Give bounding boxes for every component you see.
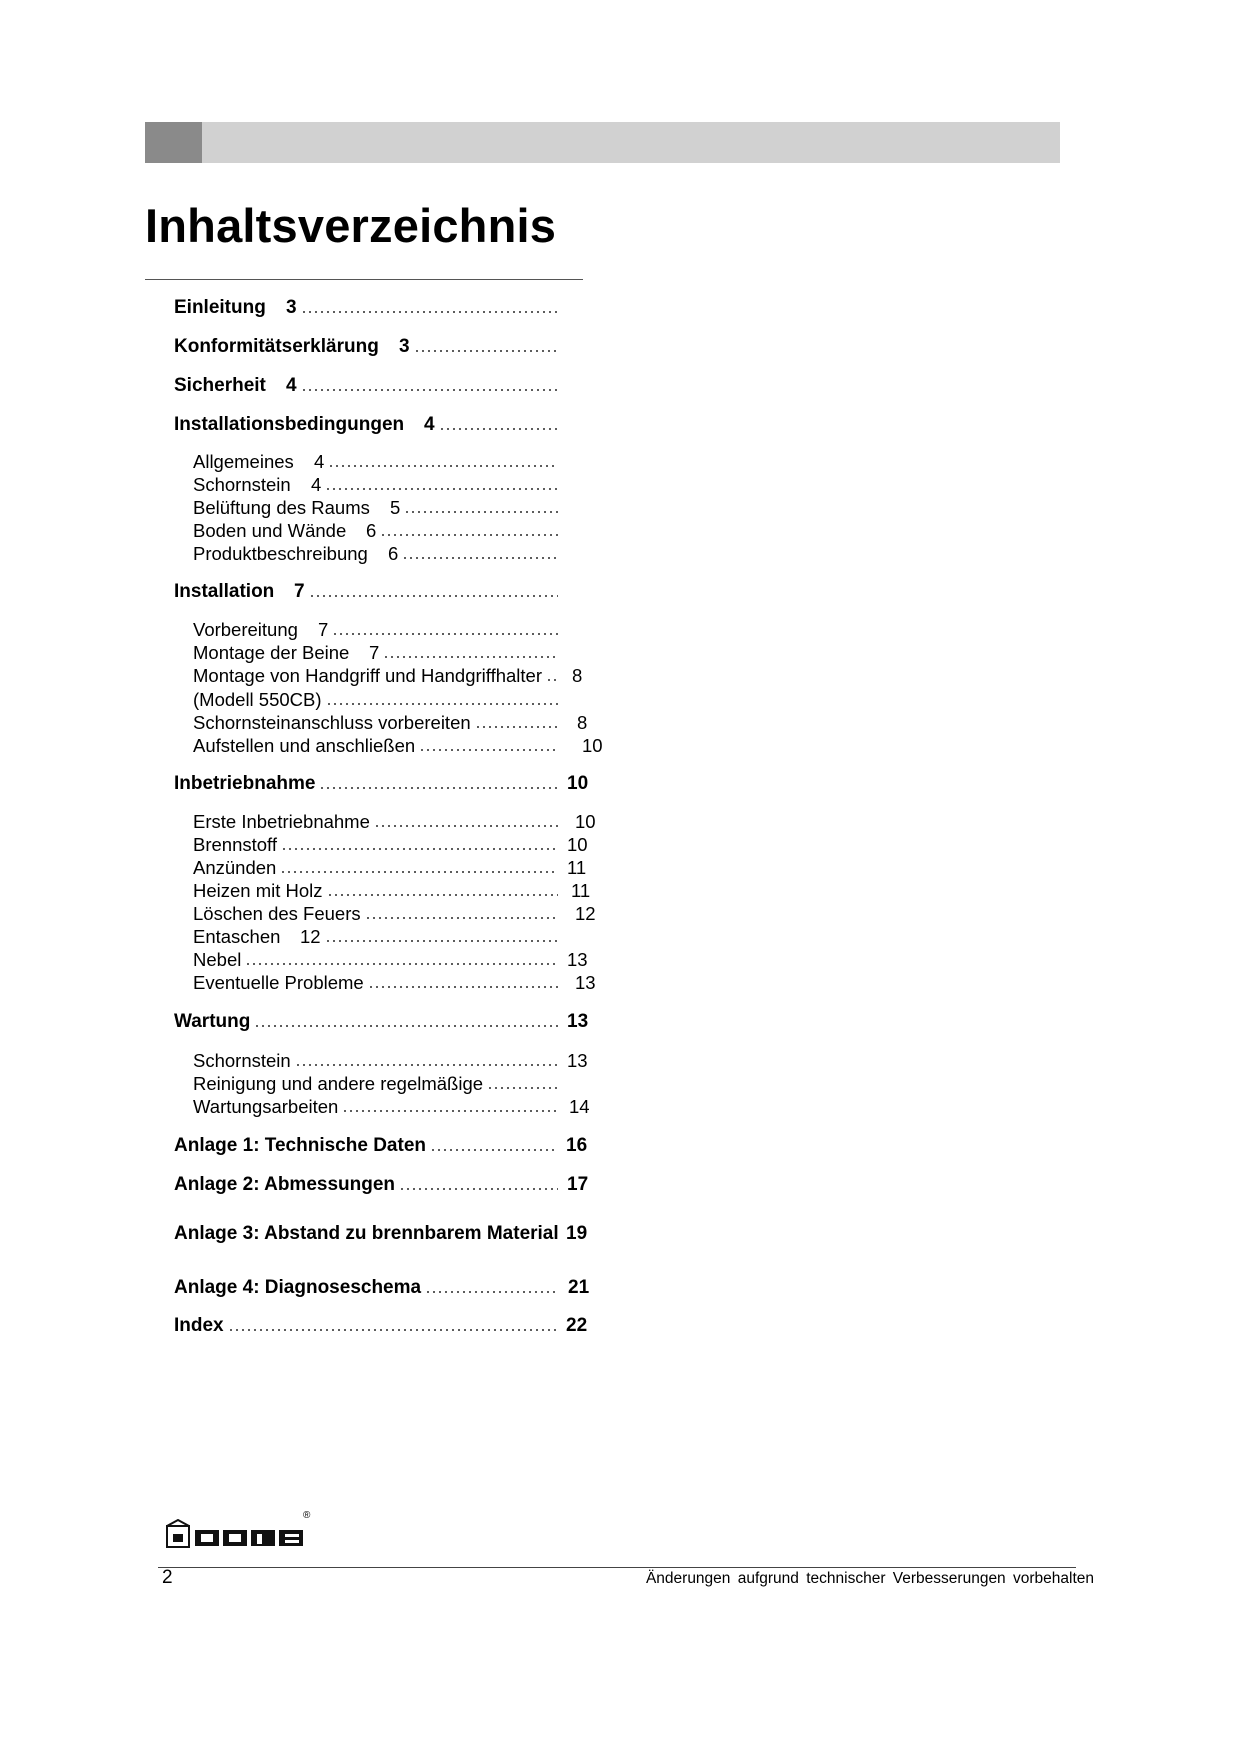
toc-leader-dots — [245, 963, 558, 965]
toc-entry[interactable] — [193, 971, 600, 995]
toc-entry-label: Anlage 3: Abstand zu brennbarem Material — [174, 1223, 559, 1244]
toc-entry-page: 7 — [318, 619, 329, 640]
toc-entry-page: 12 — [575, 903, 596, 924]
footer-divider — [158, 1567, 1076, 1568]
toc-entry-label: Schornstein — [193, 474, 291, 495]
toc-entry-label: Montage von Handgriff und Handgriffhalter — [193, 665, 542, 686]
toc-entry-page: 4 — [286, 375, 297, 396]
toc-entry-label: Schornsteinanschluss vorbereiten — [193, 712, 471, 733]
toc-entry-label: Erste Inbetriebnahme — [193, 811, 370, 832]
toc-entry-label: Konformitätserklärung — [174, 336, 379, 357]
toc-entry-label: Einleitung — [174, 297, 266, 318]
toc-leader-dots — [319, 787, 558, 789]
page-title: Inhaltsverzeichnis — [145, 199, 557, 252]
toc-entry-label: Belüftung des Raums — [193, 497, 370, 518]
toc-entry-label: Anlage 4: Diagnoseschema — [174, 1277, 422, 1298]
toc-entry[interactable] — [193, 450, 600, 474]
toc-entry-page: 10 — [582, 735, 603, 756]
toc-entry[interactable] — [174, 335, 600, 359]
toc-entry[interactable] — [193, 810, 600, 834]
toc-entry-label: Heizen mit Holz — [193, 880, 323, 901]
toc-entry-page: 16 — [566, 1135, 588, 1156]
toc-entry-label: Installation — [174, 581, 275, 602]
toc-entry-page: 13 — [567, 1050, 588, 1071]
toc-entry-label: (Modell 550CB) — [193, 689, 322, 710]
toc-entry-label: Allgemeines — [193, 451, 294, 472]
toc-entry-label: Entaschen — [193, 926, 281, 947]
toc-entry-page: 13 — [567, 1011, 589, 1032]
toc-entry[interactable] — [174, 1276, 600, 1300]
toc-leader-dots — [280, 871, 558, 873]
toc-entry[interactable] — [193, 618, 600, 642]
toc-entry-page: 11 — [571, 880, 591, 901]
toc-entry[interactable] — [193, 1072, 600, 1096]
toc-entry[interactable] — [193, 1095, 600, 1119]
toc-entry-label: Installationsbedingungen — [174, 414, 405, 435]
toc-leader-dots — [365, 917, 558, 919]
toc-entry[interactable] — [193, 734, 603, 758]
toc-entry-page: 13 — [575, 972, 596, 993]
toc-leader-dots — [425, 1291, 558, 1293]
toc-entry-page: 3 — [399, 336, 410, 357]
toc-entry-label: Vorbereitung — [193, 619, 298, 640]
toc-entry[interactable] — [193, 833, 600, 857]
toc-entry-page: 4 — [311, 474, 322, 495]
toc-entry-label: Sicherheit — [174, 375, 266, 396]
toc-entry[interactable] — [193, 711, 600, 735]
toc-entry-label: Brennstoff — [193, 834, 277, 855]
toc-entry-label: Anlage 1: Technische Daten — [174, 1135, 426, 1156]
toc-entry-page: 19 — [566, 1223, 588, 1244]
toc-leader-dots — [295, 1064, 558, 1066]
toc-entry[interactable] — [174, 1314, 600, 1338]
toc-entry[interactable] — [193, 664, 600, 688]
toc-leader-dots — [383, 656, 558, 658]
toc-entry[interactable] — [174, 1134, 600, 1158]
toc-entry-page: 5 — [390, 497, 401, 518]
toc-entry-page: 7 — [369, 642, 380, 663]
registered-mark: ® — [303, 1510, 311, 1521]
toc-entry-page: 4 — [314, 451, 325, 472]
toc-leader-dots — [439, 428, 558, 430]
toc-leader-dots — [332, 633, 558, 635]
toc-leader-dots — [546, 679, 558, 681]
toc-entry-label: Eventuelle Probleme — [193, 972, 364, 993]
toc-entry-label: Wartung — [174, 1011, 251, 1032]
toc-entry[interactable] — [174, 580, 600, 604]
toc-entry[interactable] — [174, 1222, 600, 1246]
toc-entry[interactable] — [193, 542, 600, 566]
toc-entry-label: Produktbeschreibung — [193, 543, 368, 564]
toc-entry-page: 21 — [568, 1277, 590, 1298]
toc-leader-dots — [487, 1087, 558, 1089]
toc-entry-label: Anzünden — [193, 857, 277, 878]
toc-entry[interactable] — [174, 413, 600, 437]
toc-entry-label: Nebel — [193, 949, 242, 970]
toc-entry[interactable] — [193, 473, 600, 497]
toc-leader-dots — [430, 1149, 558, 1151]
toc-entry-label: Schornstein — [193, 1050, 291, 1071]
toc-entry[interactable] — [193, 948, 600, 972]
toc-entry[interactable] — [174, 772, 600, 796]
toc-entry-label: Inbetriebnahme — [174, 773, 316, 794]
toc-entry-label: Anlage 2: Abmessungen — [174, 1174, 396, 1195]
toc-leader-dots — [342, 1110, 558, 1112]
toc-leader-dots — [404, 511, 558, 513]
toc-entry[interactable] — [193, 641, 600, 665]
toc-entry-page: 8 — [577, 712, 588, 733]
toc-leader-dots — [399, 1188, 558, 1190]
toc-entry-page: 11 — [567, 857, 587, 878]
toc-entry-label: Wartungsarbeiten — [193, 1096, 339, 1117]
toc-leader-dots — [301, 311, 558, 313]
toc-entry-label: Boden und Wände — [193, 520, 347, 541]
toc-entry[interactable] — [193, 925, 600, 949]
toc-entry[interactable] — [174, 1173, 600, 1197]
toc-leader-dots — [254, 1025, 558, 1027]
toc-entry[interactable] — [193, 1049, 600, 1073]
toc-leader-dots — [301, 389, 558, 391]
toc-entry-page: 6 — [388, 543, 399, 564]
toc-entry-page: 6 — [366, 520, 377, 541]
toc-entry-page: 12 — [300, 926, 321, 947]
toc-leader-dots — [380, 534, 558, 536]
toc-entry[interactable] — [174, 296, 600, 320]
dovre-logo — [165, 1519, 315, 1549]
toc-entry-label: Index — [174, 1315, 224, 1336]
toc-entry-label: Reinigung und andere regelmäßige — [193, 1073, 484, 1094]
toc-leader-dots — [228, 1329, 558, 1331]
toc-leader-dots — [475, 726, 558, 728]
toc-leader-dots — [374, 825, 558, 827]
footer-disclaimer: Änderungen aufgrund technischer Verbesserungen vorbehalten — [645, 1570, 1094, 1587]
toc-leader-dots — [281, 848, 558, 850]
toc-leader-dots — [325, 940, 558, 942]
toc-entry[interactable] — [193, 688, 600, 712]
toc-leader-dots — [326, 703, 558, 705]
toc-leader-dots — [419, 749, 558, 751]
toc-entry-label: Montage der Beine — [193, 642, 350, 663]
toc-entry-page: 10 — [567, 773, 589, 794]
toc-entry-page: 7 — [294, 581, 305, 602]
toc-entry-page: 3 — [286, 297, 297, 318]
toc-entry-page: 10 — [567, 834, 588, 855]
toc-leader-dots — [327, 894, 558, 896]
toc-entry-page: 8 — [572, 665, 583, 686]
toc-entry-page: 4 — [424, 414, 435, 435]
toc-entry-page: 22 — [566, 1315, 588, 1336]
toc-entry[interactable] — [193, 856, 600, 880]
toc-entry-page: 17 — [567, 1174, 589, 1195]
toc-entry[interactable] — [174, 374, 600, 398]
toc-leader-dots — [368, 986, 558, 988]
toc-entry[interactable] — [193, 496, 600, 520]
toc-leader-dots — [325, 488, 558, 490]
toc-entry-page: 14 — [569, 1096, 590, 1117]
toc-entry[interactable] — [193, 519, 600, 543]
toc-leader-dots — [309, 595, 558, 597]
toc-leader-dots — [328, 465, 558, 467]
toc-leader-dots — [402, 557, 558, 559]
page-number: 2 — [162, 1567, 173, 1588]
toc-entry[interactable] — [193, 902, 600, 926]
toc-leader-dots — [414, 350, 558, 352]
toc-entry-page: 13 — [567, 949, 588, 970]
toc-entry-label: Aufstellen und anschließen — [193, 735, 416, 756]
toc-entry-label: Löschen des Feuers — [193, 903, 361, 924]
toc-entry-page: 10 — [575, 811, 596, 832]
toc-entry[interactable] — [193, 879, 600, 903]
toc-entry[interactable] — [174, 1010, 600, 1034]
